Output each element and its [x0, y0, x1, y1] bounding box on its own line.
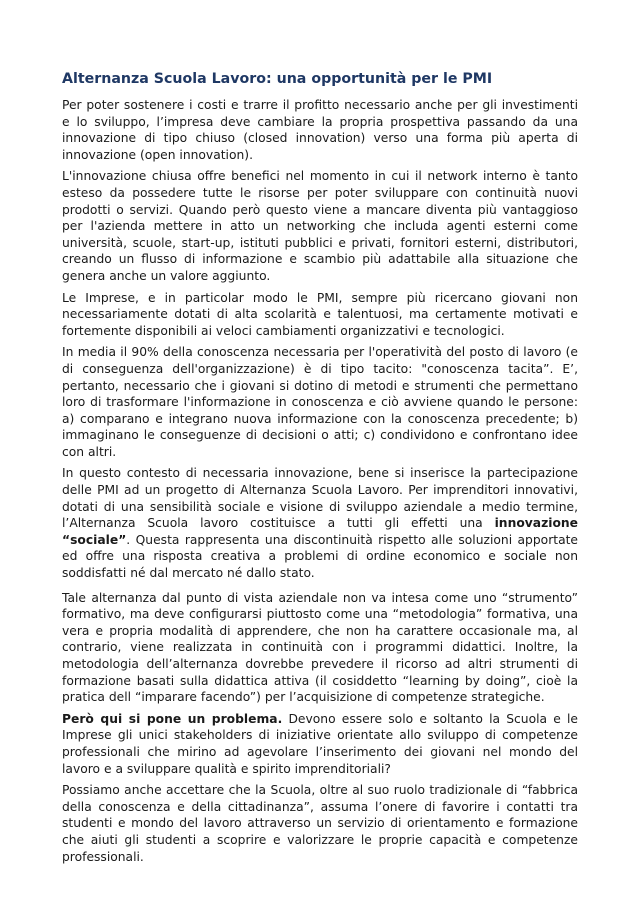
paragraph-metodologia: Tale alternanza dal punto di vista aziendale non va intesa come uno “strumento” formativo, ma deve configurarsi piuttosto come una “metodologia” formativa, una vera e propria modalità di apprendere, che non ha carattere occasionale ma, al contrario, viene realizzata in continuità con i programmi didattici. Inoltre, la metodologia dell’alternanza dovrebbe prevedere il ricorso ad altri strumenti di formazione basati sulla didattica attiva (il cosiddetto “learning by doing”, cioè la pratica dell “imparare facendo”) per l’acquisizione di competenze strategiche. [62, 590, 578, 705]
paragraph-text: In questo contesto di necessaria innovazione, bene si inserisce la partecipazione delle PMI ad un progetto di Alternanza Scuola Lavoro. Per imprenditori innovativi, dotati di una sensibilità sociale e visione di sviluppo aziendale a medio termine, l’Alternanza Scuola lavoro costituisce a tutti gli effetti una [62, 466, 578, 531]
document-page [62, 70, 578, 870]
paragraph-problema [62, 711, 578, 777]
emphasis-innovazione-sociale: innovazione “sociale” [62, 516, 578, 547]
document-title: Alternanza Scuola Lavoro: una opportunità per le PMI [62, 71, 493, 87]
paragraph-innovazione-sociale [62, 465, 578, 581]
paragraph-conoscenza-tacita: In media il 90% della conoscenza necessaria per l'operatività del posto di lavoro (e di conseguenza dell'organizzazione) è di tipo tacito: "conoscenza tacita”. E’, pertanto, necessario che i giovani si dotino di metodi e strumenti che permettano loro di trasformare l'informazione in conoscenza e ciò avviene quando le persone: a) comparano e integrano nuova informazione con la conoscenza precedente; b) immaginano le conseguenze di decisioni o atti; c) condividono e confrontano idee con altri. [62, 345, 578, 459]
paragraph-pmi-giovani: Le Imprese, e in particolar modo le PMI, sempre più ricercano giovani non necessariamente dotati di alta scolarità e talentuosi, ma certamente motivati e fortemente disponibili ai veloci cambiamenti organizzativi e tecnologici. [62, 290, 578, 338]
paragraph-closed-innovation: L'innovazione chiusa offre benefici nel momento in cui il network interno è tanto esteso da possedere tutte le risorse per poter sviluppare con continuità nuovi prodotti o servizi. Quando però questo viene a mancare diventa più vantaggioso per l'azienda mettere in atto un networking che includa agenti esterni come università, scuole, start-up, istituti pubblici e privati, fornitori esterni, distributori, creando un flusso di informazione e scambio più adattabile alla situazione che genera anche un valore aggiunto. [62, 169, 578, 283]
paragraph-text: . Questa rappresenta una discontinuità rispetto alle soluzioni apportate ed offre una risposta creativa a problemi di ordine economico e sociale non soddisfatti né dal mercato né dallo stato. [62, 532, 578, 581]
emphasis-problema: Però qui si pone un problema. [62, 711, 283, 726]
paragraph-open-innovation: Per poter sostenere i costi e trarre il profitto necessario anche per gli investimenti e lo sviluppo, l’impresa deve cambiare la propria prospettiva passando da una innovazione di tipo chiuso (closed innovation) verso una forma più aperta di innovazione (open innovation). [62, 98, 578, 162]
paragraph-scuola-ruolo: Possiamo anche accettare che la Scuola, oltre al suo ruolo tradizionale di “fabbrica della conoscenza e della cittadinanza”, assuma l’onere di favorire i contatti tra studenti e mondo del lavoro attraverso un servizio di orientamento e formazione che aiuti gli studenti a scoprire e valorizzare le proprie capacità e competenze professionali. [62, 783, 578, 864]
paragraph-text: Devono essere solo e soltanto la Scuola e le Imprese gli unici stakeholders di iniziative orientate allo sviluppo di competenze professionali che mirino ad agevolare l’inserimento dei giovani nel mondo del lavoro e a sviluppare qualità e spirito imprenditoriali? [62, 711, 578, 776]
